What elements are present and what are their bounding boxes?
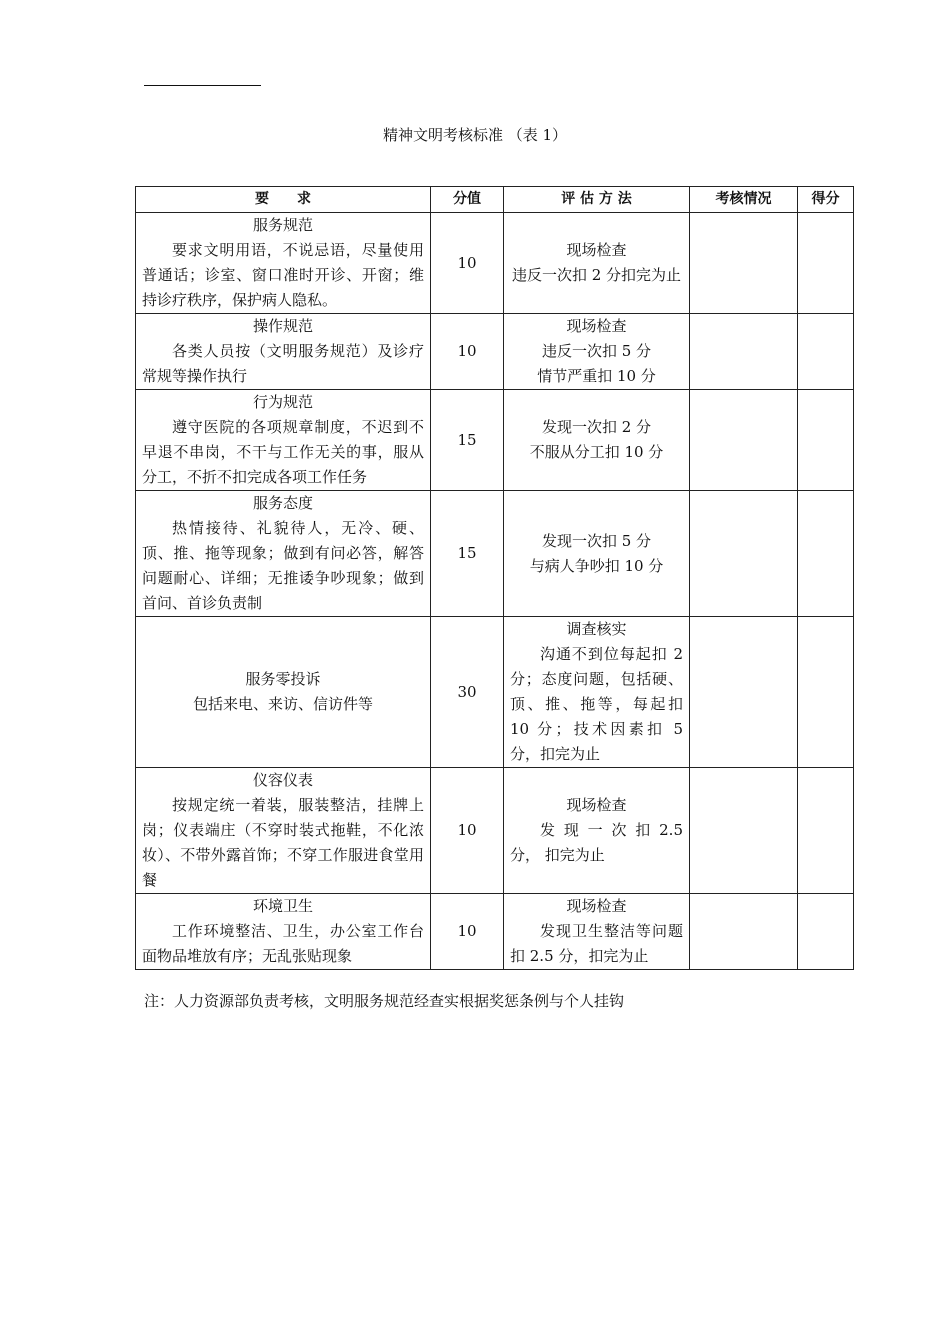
requirement-cell [136,314,431,390]
score-cell: 10 [431,213,504,314]
table-row [136,491,854,617]
method-cell [504,390,690,491]
requirement-cell [136,213,431,314]
header-status: 考核情况 [690,187,798,213]
status-cell[interactable] [690,894,798,970]
status-cell[interactable] [690,213,798,314]
points-cell[interactable] [798,491,854,617]
score-cell: 15 [431,491,504,617]
requirement-cell [136,768,431,894]
requirement-text: 热情接待、礼貌待人，无冷、硬、顶、推、拖等现象；做到有问必答，解答问题耐心、详细；无推诿争吵现象；做到首问、首诊负责制 [142,519,424,612]
points-cell[interactable] [798,314,854,390]
status-cell[interactable] [690,617,798,768]
score-cell: 30 [431,617,504,768]
table-row [136,617,854,768]
method-line: 沟通不到位每起扣 2 分；态度问题，包括硬、顶、推、拖等，每起扣 10 分；技术因素扣 5 分，扣完为止 [510,645,683,763]
method-cell [504,491,690,617]
method-line: 发现一次扣 2 分 [541,418,652,436]
requirement-text: 要求文明用语，不说忌语，尽量使用普通话；诊室、窗口准时开诊、开窗；维持诊疗秩序，保护病人隐私。 [142,241,424,309]
method-line: 不服从分工扣 10 分 [529,443,664,461]
requirement-title: 环境卫生 [252,897,313,915]
score-cell: 10 [431,768,504,894]
requirement-title: 服务规范 [252,216,313,234]
method-line: 发 现 一 次 扣 2.5 分， 扣完为止 [510,821,683,864]
method-cell [504,617,690,768]
method-line: 发现一次扣 5 分 [541,531,652,550]
method-cell [504,213,690,314]
requirement-cell [136,390,431,491]
method-cell [504,894,690,970]
table-row [136,768,854,894]
requirement-title: 仪容仪表 [252,771,313,789]
method-line: 发现卫生整洁等问题扣 2.5 分，扣完为止 [510,922,683,965]
requirement-title: 服务态度 [252,494,313,512]
status-cell[interactable] [690,314,798,390]
header-method: 评 估 方 法 [504,187,690,213]
footnote: 注：人力资源部负责考核，文明服务规范经查实根据奖惩条例与个人挂钩 [144,992,625,1010]
points-cell[interactable] [798,213,854,314]
table-row [136,894,854,970]
requirement-text: 遵守医院的各项规章制度，不迟到不早退不串岗，不干与工作无关的事，服从分工，不折不扣完成各项工作任务 [142,418,424,486]
requirement-title: 操作规范 [252,317,313,335]
method-line: 现场检查 [566,897,627,915]
method-line: 现场检查 [566,317,627,335]
header-rule [144,85,261,86]
points-cell[interactable] [798,617,854,768]
method-cell [504,768,690,894]
header-score: 分值 [431,187,504,213]
score-cell: 10 [431,314,504,390]
table-header-row [136,187,854,213]
header-points: 得分 [798,187,854,213]
requirement-text: 各类人员按（文明服务规范）及诊疗常规等操作执行 [142,342,424,385]
method-line: 现场检查 [566,796,627,814]
method-line: 违反一次扣 5 分 [541,342,652,360]
points-cell[interactable] [798,894,854,970]
table-row [136,213,854,314]
assessment-table [135,186,854,970]
score-cell: 10 [431,894,504,970]
requirement-cell [136,617,431,768]
score-cell: 15 [431,390,504,491]
requirement-text: 工作环境整洁、卫生，办公室工作台面物品堆放有序；无乱张贴现象 [142,922,424,965]
header-requirement: 要 求 [136,187,431,213]
method-line: 调查核实 [566,620,627,638]
status-cell[interactable] [690,390,798,491]
method-line: 违反一次扣 2 分扣完为止 [511,266,682,284]
requirement-cell [136,894,431,970]
requirement-title: 服务零投诉 [245,670,321,688]
table-row [136,314,854,390]
document-title: 精神文明考核标准 （表 1） [382,126,568,144]
table-row [136,390,854,491]
method-line: 与病人争吵扣 10 分 [529,556,664,575]
method-line: 情节严重扣 10 分 [537,367,656,385]
status-cell[interactable] [690,491,798,617]
requirement-text: 包括来电、来访、信访件等 [192,695,373,713]
points-cell[interactable] [798,390,854,491]
status-cell[interactable] [690,768,798,894]
requirement-title: 行为规范 [252,393,313,411]
method-line: 现场检查 [566,241,627,259]
requirement-cell [136,491,431,617]
method-cell [504,314,690,390]
points-cell[interactable] [798,768,854,894]
requirement-text: 按规定统一着装，服装整洁，挂牌上岗；仪表端庄（不穿时装式拖鞋，不化浓妆）、不带外露首饰；不穿工作服进食堂用餐 [142,796,424,889]
